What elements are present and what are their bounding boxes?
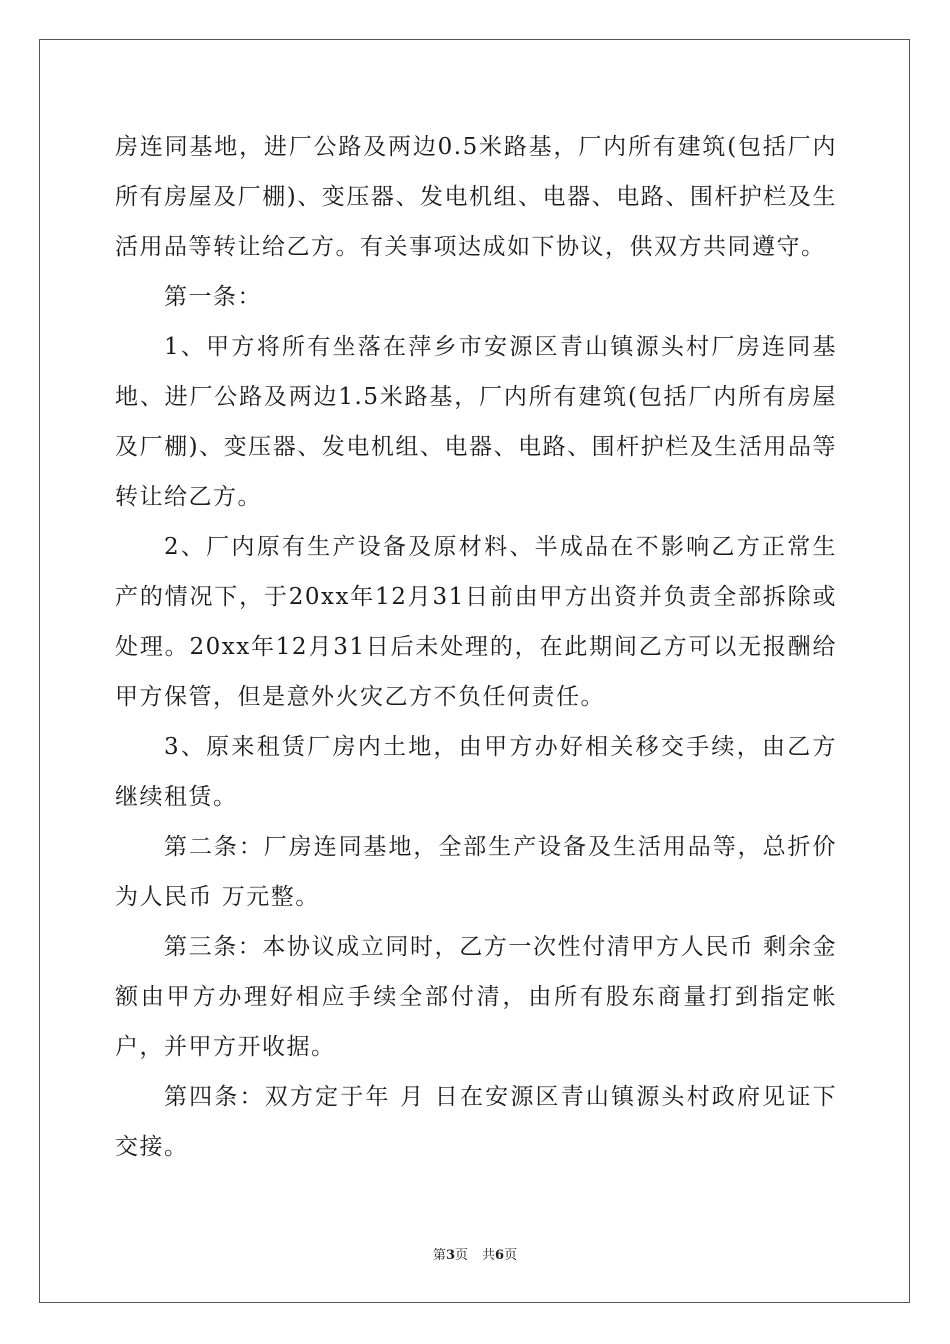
document-body [115,122,837,1172]
paragraph-article-1-heading: 第一条： [164,284,262,310]
paragraph-article-2: 第二条：厂房连同基地，全部生产设备及生活用品等，总折价为人民币 万元整。 [115,834,837,910]
paragraph-article-1-item-2: 2、厂内原有生产设备及原材料、半成品在不影响乙方正常生产的情况下，于20xx年12月31日前由甲方出资并负责全部拆除或处理。20xx年12月31日后未处理的，在此期间乙方可以无报酬给甲方保管，但是意外火灾乙方不负任何责任。 [115,534,837,710]
footer-total-suffix: 页 [504,1248,518,1263]
footer-page-number: 3 [445,1248,455,1263]
footer-total-prefix: 共 [482,1248,496,1263]
paragraph-article-1-item-3: 3、原来租赁厂房内土地，由甲方办好相关移交手续，由乙方继续租赁。 [115,734,837,810]
footer-prefix: 第 [432,1248,446,1263]
paragraph-article-3: 第三条：本协议成立同时，乙方一次性付清甲方人民币 剩余金额由甲方办理好相应手续全部付清，由所有股东商量打到指定帐户，并甲方开收据。 [115,934,837,1060]
paragraph-intro: 房连同基地，进厂公路及两边0.5米路基，厂内所有建筑(包括厂内所有房屋及厂棚)、变压器、发电机组、电器、电路、围杆护栏及生活用品等转让给乙方。有关事项达成如下协议，供双方共同遵守。 [115,134,837,260]
footer-page-suffix: 页 [454,1248,468,1263]
paragraph-article-1-item-1: 1、甲方将所有坐落在萍乡市安源区青山镇源头村厂房连同基地、进厂公路及两边1.5米路基，厂内所有建筑(包括厂内所有房屋及厂棚)、变压器、发电机组、电器、电路、围杆护栏及生活用品等转让给乙方。 [115,334,837,510]
footer-total-pages: 6 [495,1248,505,1263]
page-footer [0,1244,950,1263]
paragraph-article-4: 第四条：双方定于年 月 日在安源区青山镇源头村政府见证下交接。 [115,1084,837,1160]
